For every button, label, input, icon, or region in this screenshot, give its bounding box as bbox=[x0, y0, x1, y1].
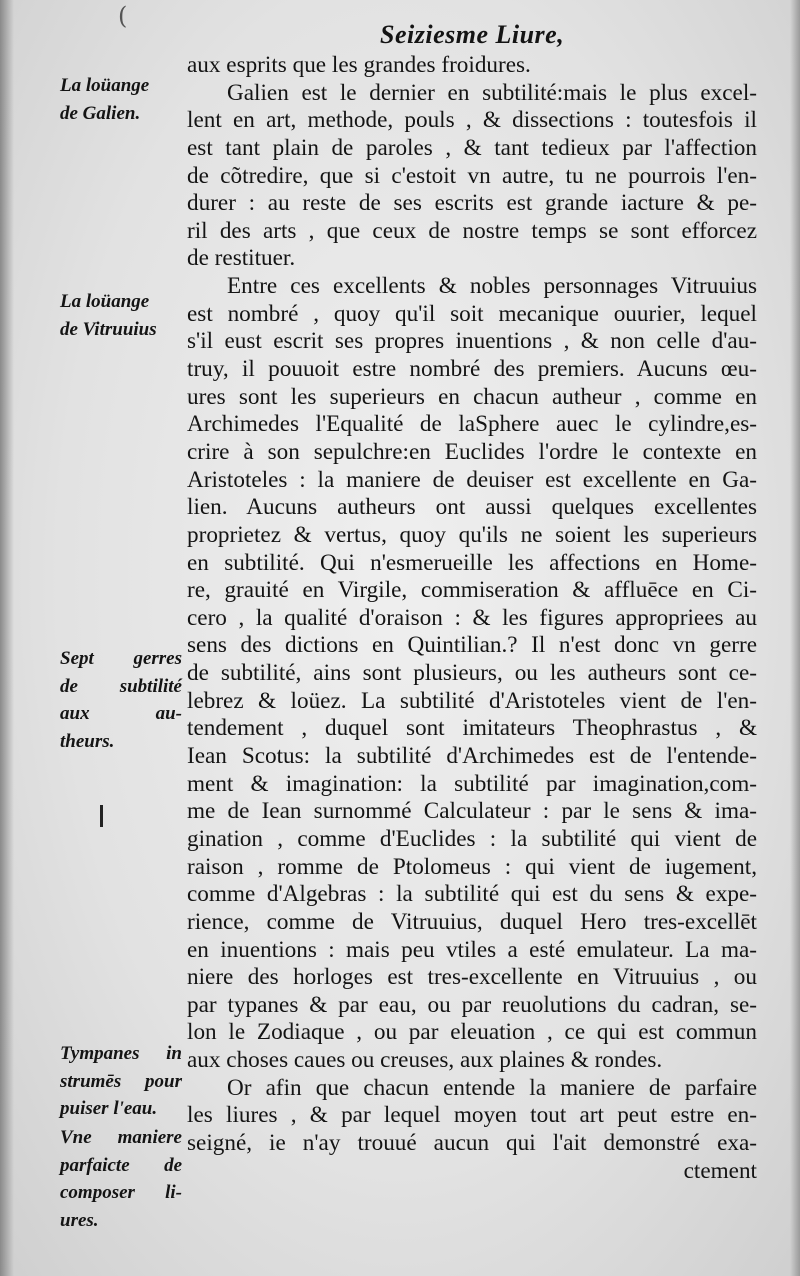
margin-line: puiser l'eau. bbox=[60, 1098, 158, 1120]
text-line: en subtilité. Qui n'esmerueille les affections en Home- bbox=[187, 549, 757, 576]
margin-line: de Vitruuius bbox=[60, 318, 157, 340]
text-line: lent en art, methode, pouls , & dissections : toutesfois il bbox=[187, 107, 757, 134]
text-line: lon le Zodiaque , ou par eleuation , ce qui est commun bbox=[187, 1019, 757, 1046]
margin-note-tympanes bbox=[60, 1040, 182, 1123]
text-line: re, grauité en Virgile, commiseration & affluēce en Ci- bbox=[187, 577, 757, 604]
text-line: sens des dictions en Quintilian.? Il n'est donc vn gerre bbox=[187, 632, 757, 659]
margin-line: La loüange bbox=[60, 291, 150, 312]
running-head: Seiziesme Liure, bbox=[380, 20, 565, 49]
margin-line: aux au- bbox=[60, 703, 182, 725]
text-line: me de Iean surnommé Calculateur : par le sens & ima- bbox=[187, 798, 757, 825]
text-line: de restituer. bbox=[187, 245, 296, 272]
text-line: s'il eust escrit ses propres inuentions , & non celle d'au- bbox=[187, 328, 757, 355]
margin-line: parfaicte de bbox=[60, 1154, 182, 1176]
text-line: durer : au reste de ses escrits est grande iacture & pe- bbox=[187, 190, 757, 217]
margin-line: de subtilité bbox=[60, 675, 182, 697]
margin-mark bbox=[100, 805, 103, 827]
text-line: Galien est le dernier en subtilité:mais le plus excel- bbox=[227, 79, 757, 106]
text-line: ures sont les superieurs en chacun autheur , comme en bbox=[187, 383, 757, 410]
text-line: est tant plain de paroles , & tant tedieux par l'affection bbox=[187, 134, 757, 161]
margin-line: strumēs pour bbox=[60, 1070, 182, 1092]
margin-note-sept-gerres bbox=[60, 645, 182, 756]
text-line: ment & imagination: la subtilité par imagination,com- bbox=[187, 770, 757, 797]
margin-line: Tympanes in bbox=[60, 1043, 182, 1064]
margin-note-vitruuius bbox=[60, 288, 182, 343]
text-line: comme d'Algebras : la subtilité qui est du sens & expe- bbox=[187, 881, 757, 908]
text-line: lebrez & loüez. La subtilité d'Aristoteles vient de l'en- bbox=[187, 687, 757, 714]
text-line: tendement , duquel sont imitateurs Theophrastus , & bbox=[187, 715, 757, 742]
text-line: ril des arts , que ceux de nostre temps se sont efforcez bbox=[187, 217, 757, 244]
text-line: de subtilité, ains sont plusieurs, ou les autheurs sont ce- bbox=[187, 660, 757, 687]
text-line: est nombré , quoy qu'il soit mecanique ouurier, lequel bbox=[187, 300, 757, 327]
text-line: raison , romme de Ptolomeus : qui vient de iugement, bbox=[187, 853, 757, 880]
text-line: de cõtredire, que si c'estoit vn autre, tu ne pourrois l'en- bbox=[187, 162, 757, 189]
margin-line: theurs. bbox=[60, 730, 115, 752]
page-left-shadow bbox=[0, 0, 14, 1276]
text-line: niere des horloges est tres-excellente en Vitruuius , ou bbox=[187, 964, 757, 991]
text-line: Entre ces excellents & nobles personnages Vitruuius bbox=[227, 273, 757, 300]
text-line: les liures , & par lequel moyen tout art peut estre en- bbox=[187, 1102, 757, 1129]
margin-line: Sept gerres bbox=[60, 648, 182, 669]
text-line: rience, comme de Vitruuius, duquel Hero tres-excellēt bbox=[187, 908, 757, 935]
text-line: aux esprits que les grandes froidures. bbox=[187, 52, 531, 78]
text-line: truy, il pouuoit estre nombré des premiers. Aucuns œu- bbox=[187, 356, 757, 383]
top-mark: ( bbox=[118, 2, 128, 30]
text-line: Or afin que chacun entende la maniere de parfaire bbox=[227, 1074, 757, 1101]
margin-line: Vne maniere bbox=[60, 1127, 182, 1148]
margin-line: de Galien. bbox=[60, 102, 141, 124]
margin-note-galien bbox=[60, 72, 182, 127]
text-line: cero , la qualité d'oraison : & les figures appropriees au bbox=[187, 604, 757, 631]
text-line: par typanes & par eau, ou par reuolutions du cadran, se- bbox=[187, 991, 757, 1018]
text-line: proprietez & vertus, quoy qu'ils ne soient les superieurs bbox=[187, 521, 757, 548]
text-line: aux choses caues ou creuses, aux plaines & rondes. bbox=[187, 1047, 663, 1074]
text-line: crire à son sepulchre:en Euclides l'ordre le contexte en bbox=[187, 438, 757, 465]
margin-line: composer li- bbox=[60, 1182, 182, 1204]
text-line: Archimedes l'Equalité de laSphere auec le cylindre,es- bbox=[187, 411, 757, 438]
text-line: gination , comme d'Euclides : la subtilité qui vient de bbox=[187, 825, 757, 852]
text-line: lien. Aucuns autheurs ont aussi quelques excellentes bbox=[187, 494, 757, 521]
text-line: Aristoteles : la maniere de deuiser est excellente en Ga- bbox=[187, 466, 757, 493]
margin-line: La loüange bbox=[60, 75, 150, 96]
main-text-block bbox=[187, 52, 757, 1185]
margin-line: ures. bbox=[60, 1209, 99, 1231]
text-line: seigné, ie n'ay trouué aucun qui l'ait demonstré exa- bbox=[187, 1129, 757, 1156]
margin-note-maniere bbox=[60, 1124, 182, 1235]
catchword: ctement bbox=[683, 1157, 757, 1184]
text-line: Iean Scotus: la subtilité d'Archimedes est de l'entende- bbox=[187, 743, 757, 770]
text-line: en inuentions : mais peu vtiles a esté emulateur. La ma- bbox=[187, 936, 757, 963]
page-right-shadow bbox=[790, 0, 800, 1276]
